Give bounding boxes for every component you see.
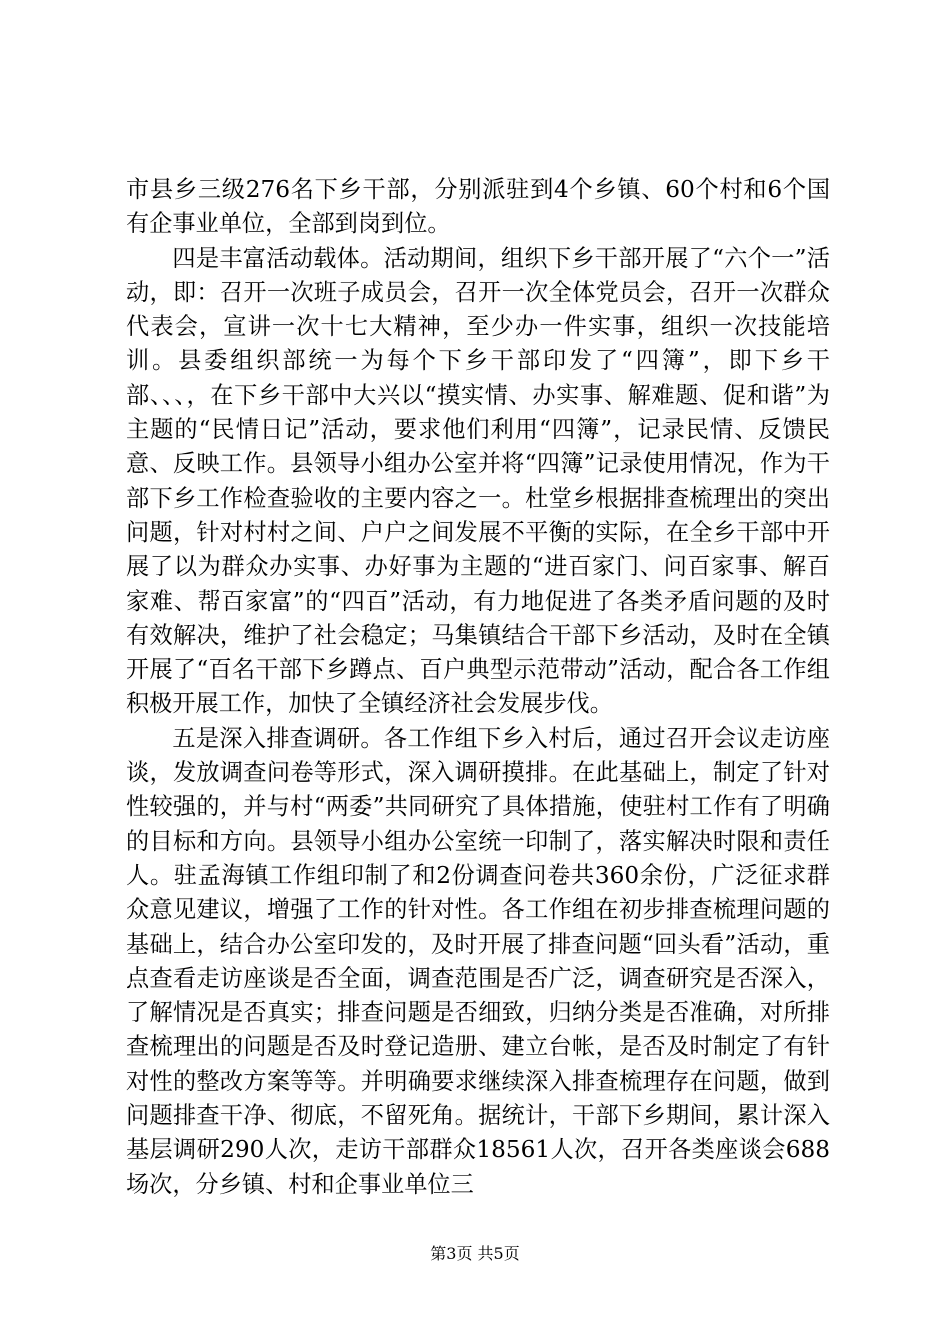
paragraph-investigation-research: 五是深入排查调研。各工作组下乡入村后，通过召开会议走访座谈，发放调查问卷等形式，深入调研摸排。在此基础上，制定了针对性较强的，并与村“两委”共同研究了具体措施，使驻村工作有了明确的目标和方向。县领导小组办公室统一印制了，落实解决时限和责任人。驻孟海镇工作组印制了和2份调查问卷共360余份，广泛征求群众意见建议，增强了工作的针对性。各工作组在初步排查梳理问题的基础上，结合办公室印发的，及时开展了排查问题“回头看”活动，重点查看走访座谈是否全面，调查范围是否广泛，调查研究是否深入，了解情况是否真实；排查问题是否细致，归纳分类是否准确，对所排查梳理出的问题是否及时登记造册、建立台帐，是否及时制定了有针对性的整改方案等等。并明确要求继续深入排查梳理存在问题，做到问题排查干净、彻底，不留死角。据统计，干部下乡期间，累计深入基层调研290人次，走访干部群众18561人次，召开各类座谈会688场次，分乡镇、村和企事业单位三 <box>126 724 830 1198</box>
paragraph-continuation: 市县乡三级276名下乡干部，分别派驻到4个乡镇、60个村和6个国有企事业单位，全部到岗到位。 <box>126 176 830 238</box>
page-footer: 第3页 共5页 <box>430 1244 520 1263</box>
paragraph-activity-carriers: 四是丰富活动载体。活动期间，组织下乡干部开展了“六个一”活动，即：召开一次班子成员会，召开一次全体党员会，召开一次群众代表会，宣讲一次十七大精神，至少办一件实事，组织一次技能培训。县委组织部统一为每个下乡干部印发了“四簿”，即下乡干部、、、，在下乡干部中大兴以“摸实情、办实事、解难题、促和谐”为主题的“民情日记”活动，要求他们利用“四簿”，记录民情、反馈民意、反映工作。县领导小组办公室并将“四簿”记录使用情况，作为干部下乡工作检查验收的主要内容之一。杜堂乡根据排查梳理出的突出问题，针对村村之间、户户之间发展不平衡的实际，在全乡干部中开展了以为群众办实事、办好事为主题的“进百家门、问百家事、解百家难、帮百家富”的“四百”活动，有力地促进了各类矛盾问题的及时有效解决，维护了社会稳定；马集镇结合干部下乡活动，及时在全镇开展了“百名干部下乡蹲点、百户典型示范带动”活动，配合各工作组积极开展工作，加快了全镇经济社会发展步伐。 <box>126 244 830 718</box>
document-body <box>126 173 830 1202</box>
